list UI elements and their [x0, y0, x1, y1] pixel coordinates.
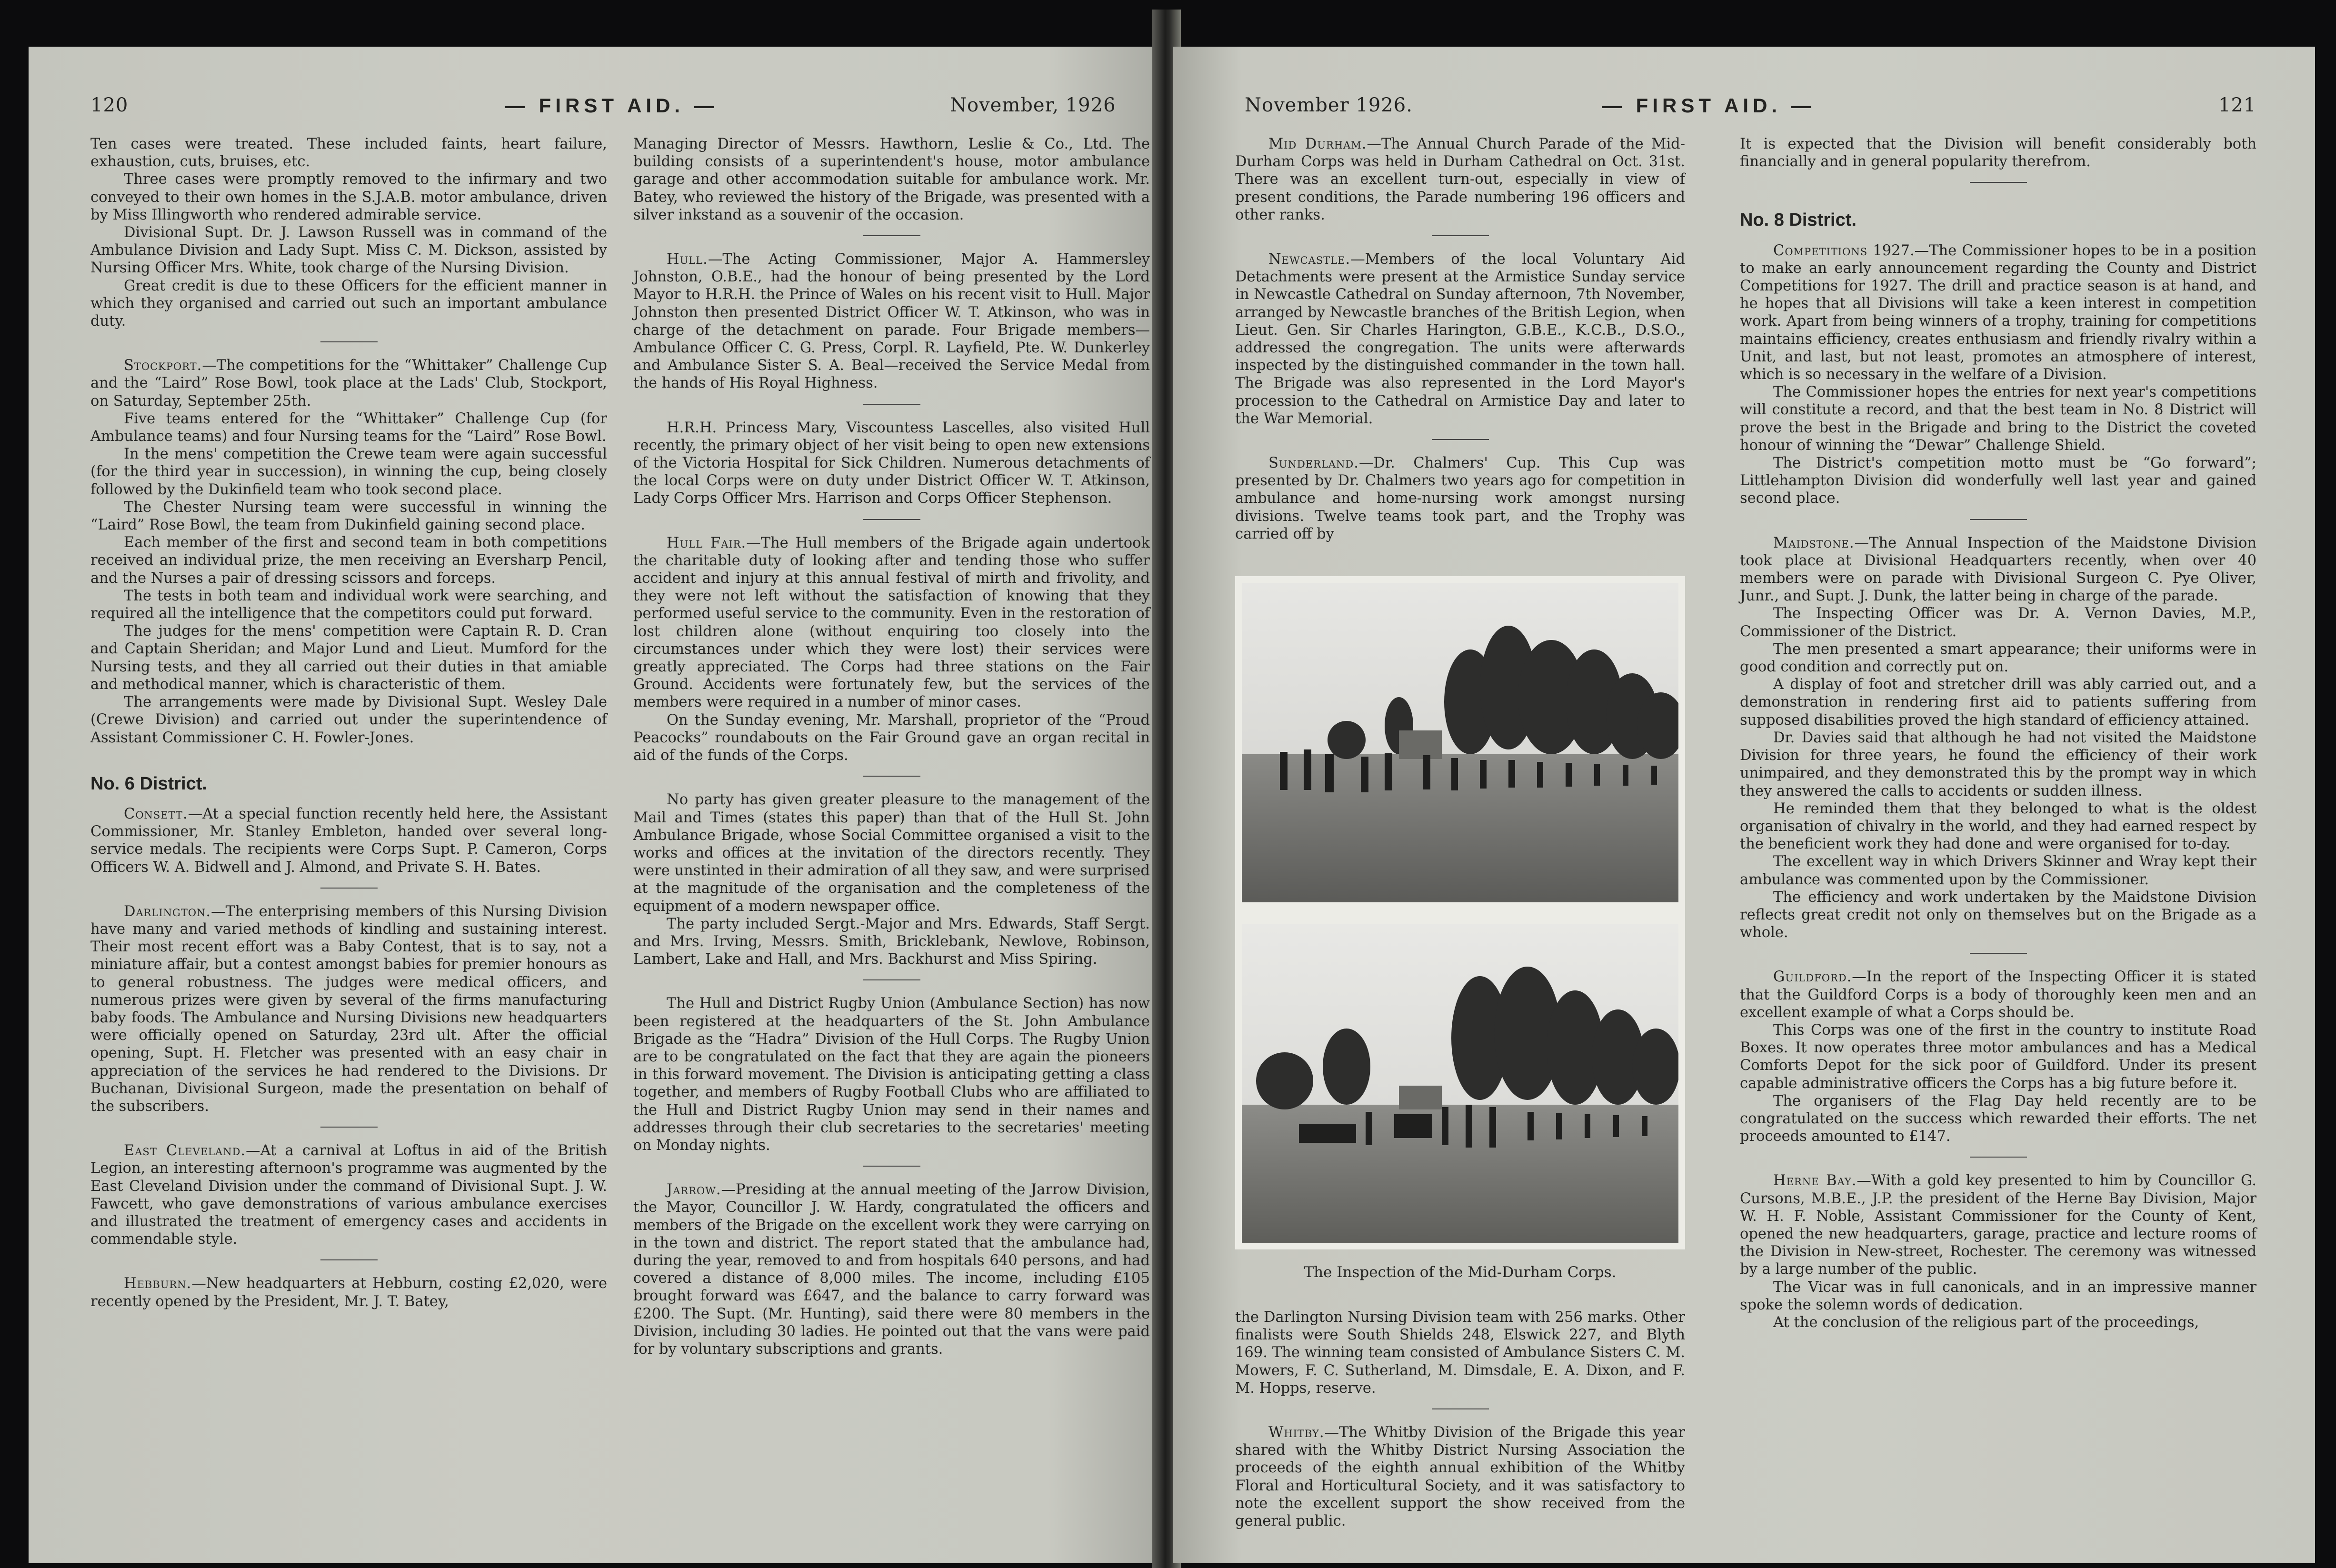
article-paragraph — [1740, 968, 2256, 1021]
article-paragraph — [1740, 889, 2256, 942]
article-paragraph — [1740, 676, 2256, 729]
paragraph-text: —In the report of the Inspecting Officer it is stated that the Guildford Corps is a body of thoroughly keen men and an excellent example of what a Corps should be. — [1740, 969, 2256, 1021]
article-paragraph — [633, 1181, 1150, 1358]
paragraph-text: 1927.—The Commissioner hopes to be in a position to make an early announcement regarding the County and District Competitions for 1927. The drill and practice season is at hand, and he hopes that all Divisions will take a keen interest in competition work. Apart from being winners of a trophy, training for competitions maintains efficiency, creates enthusiasm and friendly rivalry within a Unit, and last, but not least, promotes an atmosphere of interest, which is so necessary in the welfare of a Division. — [1740, 242, 2256, 383]
left-column-2 — [633, 135, 1150, 1358]
paragraph-text: Each member of the first and second team in both competitions received an individual prize, the men receiving an Eversharp Pencil, and the Nurses a pair of dressing scissors and forceps. — [90, 534, 607, 587]
place-name: Sunderland. — [1268, 455, 1359, 472]
district-heading: No. 8 District. — [1740, 210, 1857, 230]
right-column-2 — [1740, 135, 2256, 1331]
article-paragraph — [1235, 250, 1685, 428]
article-paragraph — [90, 693, 607, 747]
photo-frame — [1235, 576, 1685, 1249]
article-paragraph — [1235, 454, 1685, 543]
paragraph-text: Managing Director of Messrs. Hawthorn, Leslie & Co., Ltd. The building consists of a superintendent's house, motor ambulance garage and other accommodation suitable for ambulance work. Mr. Batey, who reviewed the history of the Brigade, was presented with a silver inkstand as a souvenir of the occasion. — [633, 136, 1150, 223]
section-divider — [863, 776, 920, 777]
article-paragraph — [633, 135, 1150, 224]
place-name: Whitby. — [1268, 1424, 1325, 1441]
section-divider — [1432, 439, 1489, 440]
paragraph-text: —Members of the local Voluntary Aid Detachments were present at the Armistice Sunday service in Newcastle Cathedral on Sunday afternoon, 7th November, arranged by Newcastle branches of the British Legion, when Lieut. Gen. Sir Charles Harington, G.B.E., K.C.B., D.S.O., addressed the congregation. The units were afterwards inspected by the distinguished commander in the town hall. The Brigade was also represented in the Lord Mayor's procession to the Cathedral on Armistice Day and later to the War Memorial. — [1235, 251, 1685, 427]
article-paragraph — [633, 711, 1150, 765]
article-paragraph — [1740, 135, 2256, 170]
right-running-title: — FIRST AID. — — [1602, 94, 1816, 117]
article-paragraph — [90, 224, 607, 277]
article-paragraph — [1740, 605, 2256, 640]
article-paragraph — [1235, 135, 1685, 224]
place-name: Mid Durham. — [1268, 136, 1367, 152]
article-paragraph — [633, 419, 1150, 508]
paragraph-text: —The Annual Inspection of the Maidstone Division took place at Divisional Headquarters recently, when over 40 members were on parade with Divisional Surgeon C. Pye Oliver, Junr., and Supt. J. Dunk, the latter being in charge of the parade. — [1740, 534, 2256, 605]
article-paragraph — [633, 915, 1150, 969]
article-paragraph — [1235, 1308, 1685, 1397]
section-divider — [1432, 1408, 1489, 1409]
section-divider — [1970, 1157, 2027, 1158]
paragraph-text: The party included Sergt.-Major and Mrs. Edwards, Staff Sergt. and Mrs. Irving, Messrs. Smith, Bricklebank, Newlove, Robinson, Lambert, Lake and Hall, and Mrs. Backhurst and Miss Spiring. — [633, 915, 1150, 968]
paragraph-text: —The Whitby Division of the Brigade this year shared with the Whitby District Nursing Association the proceeds of the eighth annual exhibition of the Whitby Floral and Horticultural Society, and it was satisfactory to note the excellent support the show received from the general public. — [1235, 1424, 1685, 1530]
article-paragraph — [1740, 1021, 2256, 1092]
paragraph-text: H.R.H. Princess Mary, Viscountess Lascelles, also visited Hull recently, the primary object of her visit being to open new extensions of the Victoria Hospital for Sick Children. Numerous detachments of the local Corps were on duty under District Officer W. T. Atkinson, Lady Corps Officer Mrs. Harrison and Corps Officer Stephenson. — [633, 419, 1150, 507]
place-name: Guildford. — [1773, 969, 1852, 986]
paragraph-text: A display of foot and stretcher drill was ably carried out, and a demonstration in rendering first aid to patients suffering from supposed disabilities proved the high standard of efficiency attained. — [1740, 676, 2256, 729]
article-paragraph — [90, 622, 607, 693]
left-page-number: 120 — [90, 94, 129, 116]
place-name: Maidstone. — [1773, 534, 1855, 551]
article-paragraph — [1740, 800, 2256, 853]
article-paragraph — [633, 995, 1150, 1154]
paragraph-text: —At a special function recently held here, the Assistant Commissioner, Mr. Stanley Embleton, handed over several long-service medals. The recipients were Corps Supt. P. Cameron, Corps Officers W. A. Bidwell and J. Almond, and Private S. H. Bates. — [90, 805, 607, 876]
place-name: East Cleveland. — [124, 1142, 246, 1159]
paragraph-text: —The Acting Commissioner, Major A. Hammersley Johnston, O.B.E., had the honour of being presented by the Lord Mayor to H.R.H. the Prince of Wales on his recent visit to Hull. Major Johnston then presented District Officer W. T. Atkinson, who was in charge of the detachment on parade. Four Brigade members—Ambulance Officer C. G. Press, Corpl. R. Layfield, Pte. W. Dunkerley and Ambulance Sister S. A. Beal—received the Service Medal from the hands of His Royal Highness. — [633, 251, 1150, 392]
paragraph-text: —Dr. Chalmers' Cup. This Cup was presented by Dr. Chalmers two years ago for competition in ambulance and home-nursing work amongst nursing divisions. Twelve teams took part, and the Trophy was carried off by — [1235, 455, 1685, 542]
paragraph-text: Ten cases were treated. These included faints, heart failure, exhaustion, cuts, bruises, etc. — [90, 136, 607, 170]
place-name: Competitions — [1773, 242, 1868, 259]
paragraph-text: the Darlington Nursing Division team with 256 marks. Other finalists were South Shields 248, Elswick 227, and Blyth 169. The winning team consisted of Ambulance Sisters C. M. Mowers, F. C. Sutherland, M. Dimsdale, E. A. Dixon, and F. M. Hopps, reserve. — [1235, 1309, 1685, 1397]
article-paragraph — [633, 534, 1150, 711]
paragraph-text: —The competitions for the “Whittaker” Challenge Cup and the “Laird” Rose Bowl, took place at the Lads' Club, Stockport, on Saturday, September 25th. — [90, 357, 607, 409]
paragraph-text: No party has given greater pleasure to the management of the Mail and Times (states this paper) than that of the Hull St. John Ambulance Brigade, whose Social Committee organised a visit to the works and offices at the invitation of the directors recently. They were unstinted in their admiration of all they saw, and were surprised at the magnitude of the organisation and the completeness of the equipment of a modern newspaper office. — [633, 791, 1150, 915]
section-divider — [863, 1166, 920, 1167]
article-paragraph — [1740, 454, 2256, 508]
article-paragraph — [90, 1142, 607, 1248]
paragraph-text: The Inspecting Officer was Dr. A. Vernon Davies, M.P., Commissioner of the District. — [1740, 605, 2256, 640]
section-divider — [320, 1127, 378, 1128]
article-paragraph — [1740, 640, 2256, 676]
place-name: Consett. — [124, 805, 188, 822]
paragraph-text: The organisers of the Flag Day held recently are to be congratulated on the success which rewarded their efforts. The net proceeds amounted to £147. — [1740, 1092, 2256, 1145]
article-paragraph — [90, 410, 607, 445]
paragraph-text: The efficiency and work undertaken by the Maidstone Division reflects great credit not only on themselves but on the Brigade as a whole. — [1740, 889, 2256, 941]
article-paragraph — [90, 903, 607, 1115]
paragraph-text: The excellent way in which Drivers Skinner and Wray kept their ambulance was commented upon by the Commissioner. — [1740, 853, 2256, 888]
section-divider — [1970, 519, 2027, 520]
place-name: Hull. — [667, 251, 708, 268]
section-divider — [863, 235, 920, 236]
article-paragraph — [90, 587, 607, 622]
paragraph-text: Great credit is due to these Officers for the efficient manner in which they organised and carried out such an important ambulance duty. — [90, 277, 607, 330]
left-column-1 — [90, 135, 607, 1310]
paragraph-text: Divisional Supt. Dr. J. Lawson Russell was in command of the Ambulance Division and Lady Supt. Miss C. M. Dickson, assisted by Nursing Officer Mrs. White, took charge of the Nursing Division. — [90, 224, 607, 277]
article-paragraph — [1740, 853, 2256, 888]
left-running-title: — FIRST AID. — — [505, 94, 719, 117]
right-column-1-top — [1235, 135, 1685, 543]
paragraph-text: The arrangements were made by Divisional Supt. Wesley Dale (Crewe Division) and carried out under the superintendence of Assistant Commissioner C. H. Fowler-Jones. — [90, 694, 607, 746]
article-paragraph — [1740, 242, 2256, 384]
section-divider — [320, 888, 378, 889]
paragraph-text: —The Annual Church Parade of the Mid-Durham Corps was held in Durham Cathedral on Oct. 31st. There was an excellent turn-out, especially in view of present conditions, the Parade numbering 196 officers and other ranks. — [1235, 136, 1685, 223]
article-paragraph — [1740, 383, 2256, 454]
article-paragraph — [90, 357, 607, 410]
paragraph-text: —New headquarters at Hebburn, costing £2,020, were recently opened by the President, Mr. J. T. Batey, — [90, 1275, 607, 1310]
article-paragraph — [1740, 534, 2256, 605]
article-paragraph — [90, 805, 607, 876]
left-page — [29, 47, 1162, 1563]
article-paragraph — [90, 499, 607, 534]
paragraph-text: Dr. Davies said that although he had not visited the Maidstone Division for three years, he found the efficiency of their work unimpaired, and they demonstrated this by the prompt way in which they answered the calls to accidents or sudden illness. — [1740, 729, 2256, 799]
district-heading: No. 6 District. — [90, 773, 207, 794]
paragraph-text: The Commissioner hopes the entries for next year's competitions will constitute a record, and that the best team in No. 8 District will prove the best in the Brigade and bring to the District the coveted honour of winning the “Dewar” Challenge Shield. — [1740, 384, 2256, 454]
section-divider — [1970, 953, 2027, 954]
place-name: Hull Fair. — [667, 534, 747, 551]
paragraph-text: —At a carnival at Loftus in aid of the British Legion, an interesting afternoon's programme was augmented by the East Cleveland Division under the command of Divisional Supt. J. W. Fawcett, who gave demonstrations of various ambulance exercises and illustrated the treatment of emergency cases and accidents in commendable style. — [90, 1142, 607, 1248]
article-paragraph — [90, 445, 607, 499]
article-paragraph — [1740, 1172, 2256, 1278]
paragraph-text: —The Hull members of the Brigade again undertook the charitable duty of looking after and tending those who suffer accident and injury at this annual festival of mirth and frivolity, and they were not left without the satisfaction of knowing that they performed useful service to the community. Even in the restoration of lost children alone (without enquiring too closely into the circumstances under which they were lost) their services were greatly appreciated. The Corps had three stations on the Fair Ground. Accidents were fortunately few, but the services of the members were required in a number of minor cases. — [633, 534, 1150, 711]
left-header-date: November, 1926 — [950, 94, 1116, 116]
right-header-date: November 1926. — [1245, 94, 1413, 116]
paragraph-text: This Corps was one of the first in the country to institute Road Boxes. It now operates three motor ambulances and has a Medical Comforts Depot for the sick poor of Guildford. Under its present capable administrative officers the Corps has a big future before it. — [1740, 1021, 2256, 1092]
article-paragraph — [90, 135, 607, 170]
section-divider — [320, 341, 378, 342]
right-page-number: 121 — [2218, 94, 2256, 116]
article-paragraph — [90, 1275, 607, 1310]
paragraph-text: Five teams entered for the “Whittaker” Challenge Cup (for Ambulance teams) and four Nursing teams for the “Laird” Rose Bowl. — [90, 410, 607, 445]
article-paragraph — [1740, 1278, 2256, 1314]
article-paragraph — [633, 791, 1150, 915]
place-name: Darlington. — [124, 903, 211, 920]
paragraph-text: —Presiding at the annual meeting of the Jarrow Division, the Mayor, Councillor J. W. Hardy, congratulated the officers and members of the Brigade on the excellent work they were carrying on in the town and district. The report stated that the ambulance had, during the year, removed to and from hospitals 640 persons, and had covered a distance of 8,000 miles. The income, including £105 brought forward was £647, and the balance to carry forward was £200. The Supt. (Mr. Hunting), said there were 80 members in the Division, including 30 ladies. He pointed out that the vans were paid for by voluntary subscriptions and grants. — [633, 1181, 1150, 1358]
paragraph-text: Three cases were promptly removed to the infirmary and two conveyed to their own homes in the S.J.A.B. motor ambulance, driven by Miss Illingworth who rendered admirable service. — [90, 171, 607, 223]
paragraph-text: At the conclusion of the religious part of the proceedings, — [1773, 1314, 2199, 1331]
article-paragraph — [90, 534, 607, 587]
article-paragraph — [1740, 1314, 2256, 1331]
article-paragraph — [90, 277, 607, 330]
photo-caption: The Inspection of the Mid-Durham Corps. — [1304, 1264, 1617, 1281]
place-name: Herne Bay. — [1773, 1172, 1857, 1189]
section-divider — [863, 519, 920, 520]
article-paragraph — [633, 250, 1150, 392]
section-divider — [863, 404, 920, 405]
paragraph-text: The Chester Nursing team were successful in winning the “Laird” Rose Bowl, the team from Dukinfield gaining second place. — [90, 499, 607, 534]
paragraph-text: —The enterprising members of this Nursing Division have many and varied methods of kindling and sustaining interest. Their most recent effort was a Baby Contest, that is to say, not a miniature affair, but a contest amongst babies for premier honours as to general robustness. The judges were medical officers, and numerous prizes were given by several of the firms manufacturing baby foods. The Ambulance and Nursing Divisions new headquarters were officially opened on Saturday, 23rd ult. After the official opening, Supt. H. Fletcher was presented with an easy chair in appreciation of the services he had rendered to the Divisions. Dr Buchanan, Divisional Surgeon, made the presentation on behalf of the subscribers. — [90, 903, 607, 1115]
place-name: Stockport. — [124, 357, 202, 374]
section-divider — [863, 979, 920, 980]
paragraph-text: —With a gold key presented to him by Councillor G. Cursons, M.B.E., J.P. the president of the Herne Bay Division, Major W. H. F. Noble, Assistant Commissioner for the County of Kent, opened the new headquarters, garage, practice and lecture rooms of the Division in New-street, Rochester. The ceremony was witnessed by a large number of the public. — [1740, 1172, 2256, 1278]
article-paragraph — [90, 170, 607, 224]
place-name: Hebburn. — [124, 1275, 192, 1292]
place-name: Newcastle. — [1268, 251, 1351, 268]
paragraph-text: In the mens' competition the Crewe team were again successful (for the third year in succession), in winning the cup, being closely followed by the Dukinfield team who took second place. — [90, 446, 607, 498]
inspection-photo-top — [1242, 583, 1678, 902]
right-page — [1173, 47, 2315, 1563]
place-name: Jarrow. — [667, 1181, 721, 1198]
inspection-photo-bottom — [1242, 924, 1678, 1243]
article-paragraph — [1740, 729, 2256, 800]
paragraph-text: The men presented a smart appearance; their uniforms were in good condition and correctly put on. — [1740, 640, 2256, 676]
paragraph-text: The District's competition motto must be “Go forward”; Littlehampton Division did wonderfully well last year and gained second place. — [1740, 455, 2256, 507]
article-paragraph — [1235, 1424, 1685, 1530]
paragraph-text: It is expected that the Division will benefit considerably both financially and in general popularity therefrom. — [1740, 136, 2256, 170]
paragraph-text: On the Sunday evening, Mr. Marshall, proprietor of the “Proud Peacocks” roundabouts on the Fair Ground gave an organ recital in aid of the funds of the Corps. — [633, 711, 1150, 764]
article-paragraph — [1740, 1092, 2256, 1146]
section-divider — [1432, 235, 1489, 236]
paragraph-text: The judges for the mens' competition were Captain R. D. Cran and Captain Sheridan; and Major Lund and Lieut. Mumford for the Nursing tests, and they all carried out their duties in that amiable and methodical manner, which is characteristic of them. — [90, 623, 607, 693]
section-divider — [1970, 182, 2027, 183]
paragraph-text: The Hull and District Rugby Union (Ambulance Section) has now been registered at the headquarters of the St. John Ambulance Brigade as the “Hadra” Division of the Hull Corps. The Rugby Union are to be congratulated on the fact that they are again the pioneers in this forward movement. The Division is anticipating getting a class together, and members of Rugby Football Clubs who are affiliated to the Hull and District Rugby Union may send in their names and addresses through their club secretaries to the secretaries' meeting on Monday nights. — [633, 995, 1150, 1154]
section-divider — [320, 1259, 378, 1260]
paragraph-text: He reminded them that they belonged to what is the oldest organisation of chivalry in the world, and they had earned respect by the beneficient work they had done and were organised for to-day. — [1740, 800, 2256, 853]
paragraph-text: The Vicar was in full canonicals, and in an impressive manner spoke the solemn words of dedication. — [1740, 1278, 2256, 1313]
right-column-1-bottom — [1235, 1308, 1685, 1530]
paragraph-text: The tests in both team and individual work were searching, and required all the intelligence that the competitors could put forward. — [90, 587, 607, 622]
